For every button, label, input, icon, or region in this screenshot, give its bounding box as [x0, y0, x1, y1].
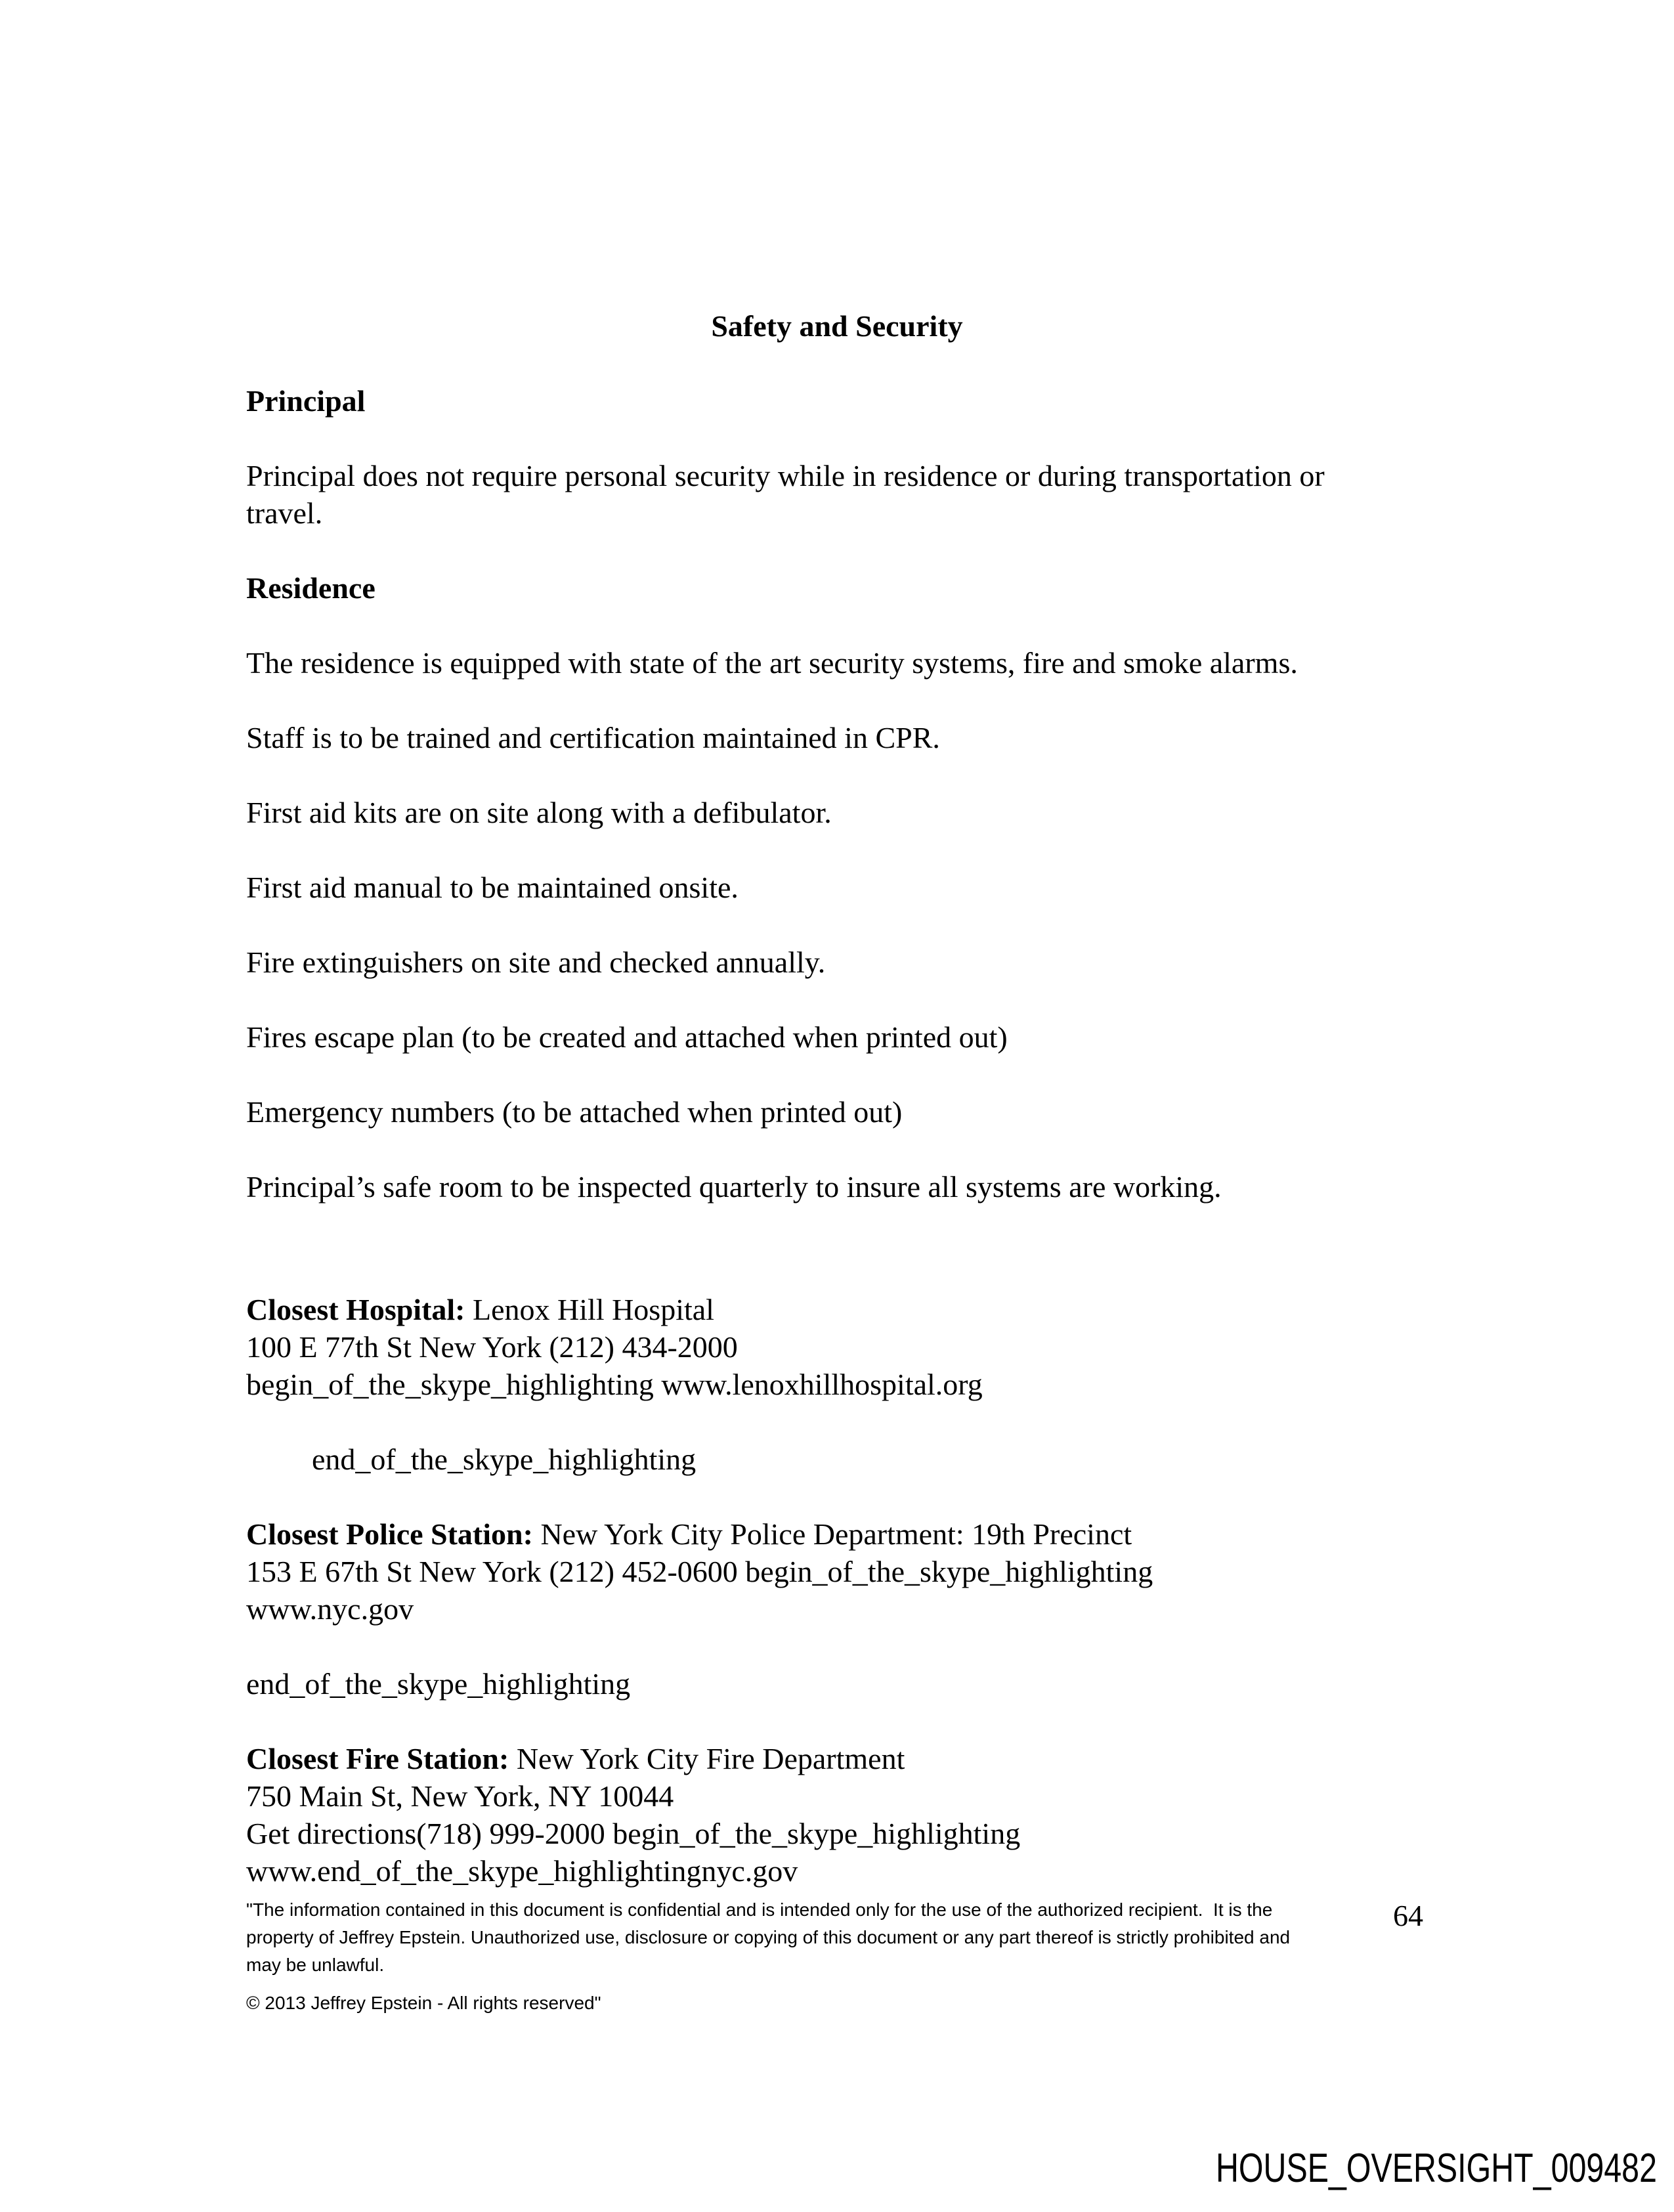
- paragraph-line: travel.: [246, 496, 323, 530]
- contact-fire-label: Closest Fire Station:: [246, 1742, 509, 1775]
- contact-fire-directions: Get directions(718) 999-2000 begin_of_the_skype_highlighting: [246, 1817, 1021, 1850]
- section-heading-principal: Principal: [246, 384, 366, 418]
- paragraph-line: Emergency numbers (to be attached when printed out): [246, 1095, 903, 1129]
- contact-hospital-title: [246, 1291, 1428, 1328]
- contact-hospital-label: Closest Hospital:: [246, 1293, 465, 1326]
- paragraph-line: The residence is equipped with state of the art security systems, fire and smoke alarms.: [246, 646, 1298, 680]
- contact-police-website: www.nyc.gov: [246, 1592, 414, 1626]
- paragraph-line: Staff is to be trained and certification maintained in CPR.: [246, 721, 940, 754]
- paragraph-line: Principal’s safe room to be inspected quarterly to insure all systems are working.: [246, 1170, 1222, 1204]
- contact-police-title: [246, 1515, 1428, 1553]
- contact-hospital-skype-end: end_of_the_skype_highlighting: [312, 1442, 697, 1476]
- footer-copyright: © 2013 Jeffrey Epstein - All rights reserved": [246, 1993, 601, 2013]
- paragraph-line: First aid manual to be maintained onsite.: [246, 871, 739, 904]
- footer-disclaimer-line: property of Jeffrey Epstein. Unauthorized use, disclosure or copying of this document or any part thereof is strictly prohibited and: [246, 1927, 1291, 1947]
- contact-hospital-name: Lenox Hill Hospital: [465, 1293, 714, 1326]
- page-number: 64: [1393, 1899, 1423, 1932]
- footer: [246, 1896, 1428, 2017]
- contact-hospital-website: begin_of_the_skype_highlighting www.lenoxhillhospital.org: [246, 1368, 983, 1401]
- paragraph-line: First aid kits are on site along with a defibulator.: [246, 796, 832, 829]
- contact-fire-title: [246, 1740, 1428, 1777]
- contact-fire-website: www.end_of_the_skype_highlightingnyc.gov: [246, 1854, 798, 1888]
- contact-hospital-address: 100 E 77th St New York (212) 434-2000: [246, 1330, 738, 1364]
- contact-fire-address: 750 Main St, New York, NY 10044: [246, 1779, 674, 1813]
- paragraph-line: Fires escape plan (to be created and attached when printed out): [246, 1020, 1008, 1054]
- paragraph-line: Principal does not require personal security while in residence or during transportation or: [246, 459, 1325, 492]
- contact-police-address: 153 E 67th St New York (212) 452-0600 begin_of_the_skype_highlighting: [246, 1555, 1153, 1588]
- bates-stamp: HOUSE_OVERSIGHT_009482: [1216, 2146, 1657, 2191]
- contact-police-label: Closest Police Station:: [246, 1517, 533, 1551]
- contact-police-name: New York City Police Department: 19th Precinct: [532, 1517, 1132, 1551]
- footer-disclaimer-line: may be unlawful.: [246, 1955, 385, 1975]
- footer-disclaimer-line: "The information contained in this document is confidential and is intended only for the use of the authorized recipient. It is the: [246, 1899, 1273, 1920]
- page-title: Safety and Security: [711, 309, 963, 343]
- section-heading-residence: Residence: [246, 571, 376, 605]
- contact-police-skype-end: end_of_the_skype_highlighting: [246, 1667, 631, 1701]
- document-body: [246, 307, 1428, 2017]
- contact-fire-name: New York City Fire Department: [509, 1742, 905, 1775]
- paragraph-line: Fire extinguishers on site and checked annually.: [246, 945, 826, 979]
